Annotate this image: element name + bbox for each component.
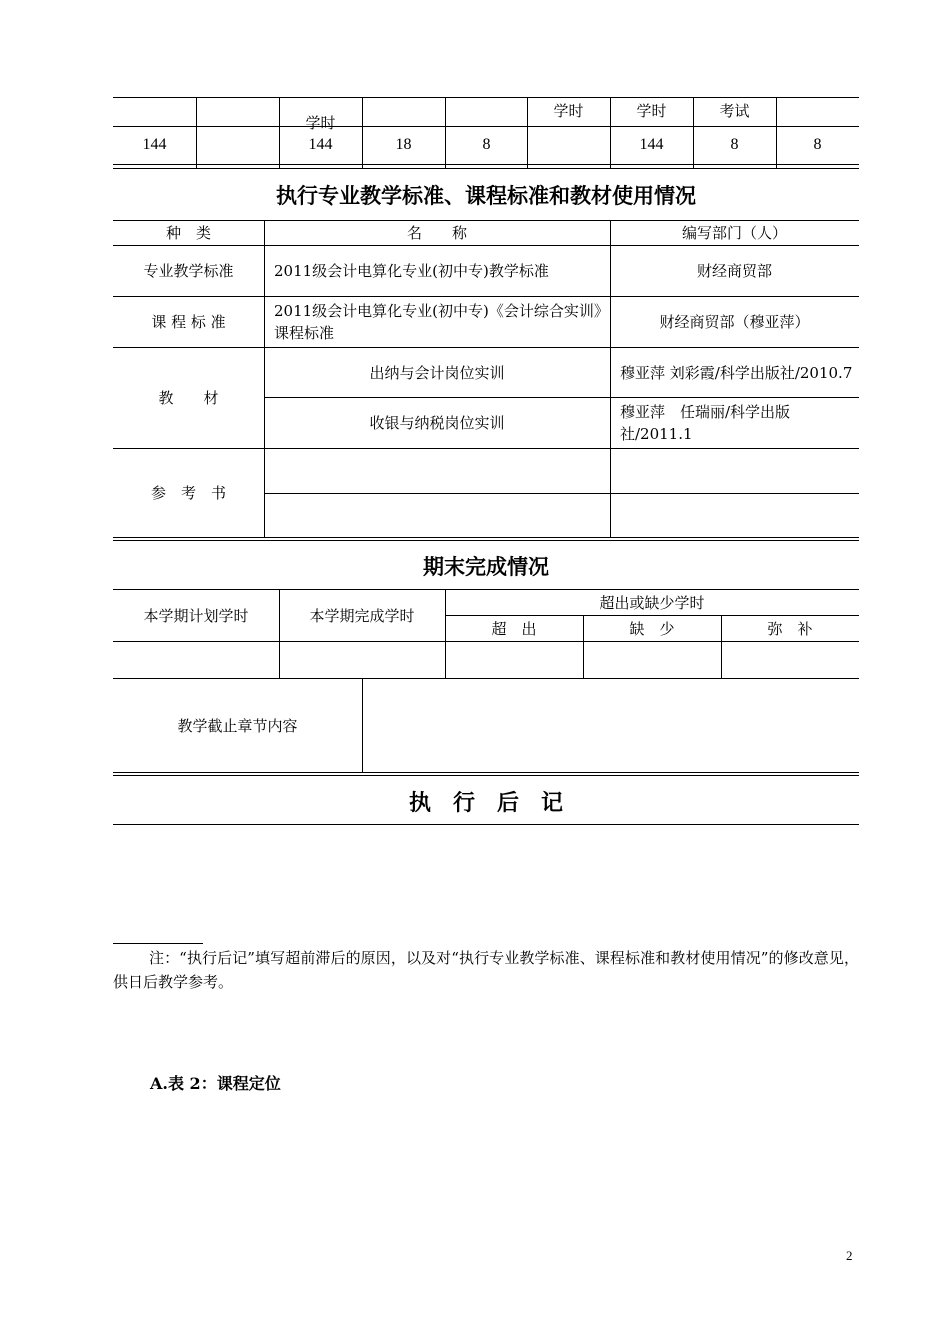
- textbook-author: 穆亚萍 刘彩霞/科学出版社/2010.7: [620, 363, 853, 382]
- over-label: 超 出: [491, 619, 537, 638]
- row-name: 2011级会计电算化专业(初中专)教学标准: [274, 262, 549, 280]
- done-hours-label: 本学期完成学时: [309, 606, 415, 625]
- page-number: 2: [846, 1248, 853, 1263]
- top-value-5: 8: [482, 136, 491, 153]
- diff-hours-label: 超出或缺少学时: [599, 593, 705, 612]
- top-value-9: 8: [813, 136, 822, 153]
- row-author: 财经商贸部（穆亚萍）: [659, 313, 810, 331]
- standards-title: 执行专业教学标准、课程标准和教材使用情况: [276, 184, 696, 208]
- col-header-type: 种 类: [165, 224, 211, 242]
- postscript-note: 注：“执行后记”填写超前滞后的原因，以及对“执行专业教学标准、课程标准和教材使用情况”的修改意见，供日后教学参考。: [113, 949, 859, 991]
- top-value-1: 144: [142, 136, 167, 153]
- top-header-8: 考试: [719, 102, 750, 120]
- completion-title: 期末完成情况: [423, 555, 549, 579]
- col-header-name: 名 称: [406, 224, 467, 242]
- row-name: 2011级会计电算化专业(初中专)《会计综合实训》课程标准: [274, 302, 602, 342]
- textbook-label: 教 材: [158, 389, 219, 407]
- row-author: 财经商贸部: [696, 262, 772, 280]
- top-header-3: 学时: [305, 114, 336, 132]
- textbook-name: 出纳与会计岗位实训: [369, 363, 505, 382]
- top-value-7: 144: [639, 136, 664, 153]
- top-value-3: 144: [308, 136, 333, 153]
- make-up-label: 弥 补: [767, 619, 813, 638]
- short-label: 缺 少: [629, 619, 675, 638]
- next-section-heading: A.表 2：课程定位: [150, 1074, 281, 1093]
- row-type: 专业教学标准: [143, 262, 234, 280]
- postscript-title: 执 行 后 记: [408, 791, 563, 816]
- reference-label: 参 考 书: [150, 484, 226, 502]
- top-header-6: 学时: [553, 102, 584, 120]
- textbook-name: 收银与纳税岗位实训: [369, 414, 505, 432]
- textbook-author: 穆亚萍 任瑞丽/科学出版社/2011.1: [620, 403, 791, 443]
- top-value-4: 18: [395, 136, 412, 153]
- cutoff-label: 教学截止章节内容: [177, 716, 298, 735]
- top-value-8: 8: [730, 136, 739, 153]
- plan-hours-label: 本学期计划学时: [143, 606, 249, 625]
- col-header-author: 编写部门（人）: [681, 224, 787, 242]
- row-type: 课 程 标 准: [151, 313, 226, 331]
- top-header-7: 学时: [636, 102, 667, 120]
